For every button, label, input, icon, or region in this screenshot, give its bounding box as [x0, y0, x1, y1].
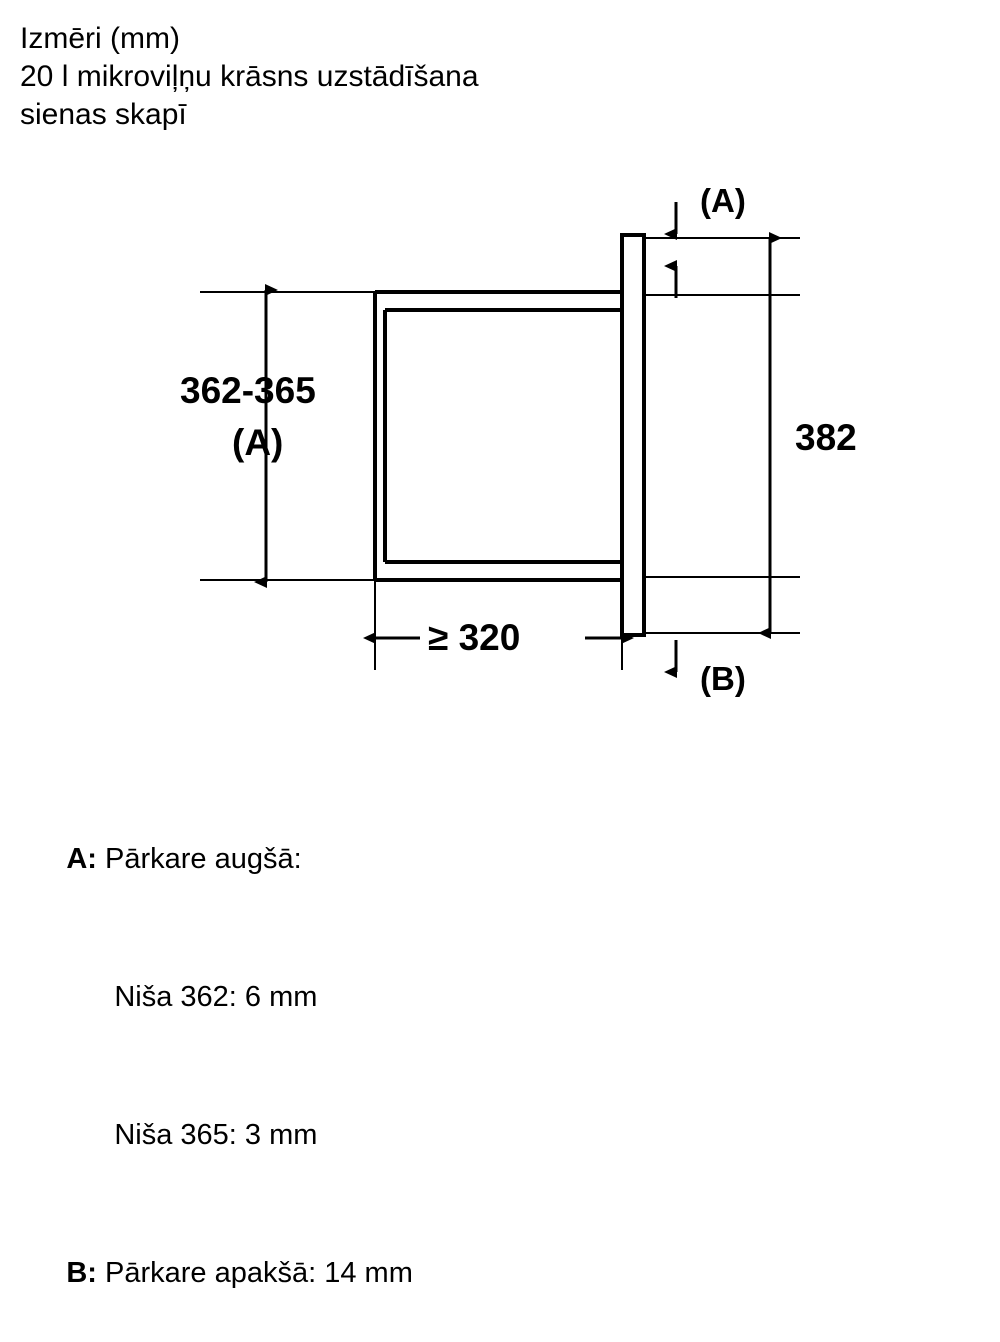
legend-text-a: Pārkare augšā:: [96, 843, 302, 875]
legend-text-a-362: Niša 362: 6 mm: [114, 981, 318, 1013]
legend: [18, 790, 968, 1342]
title-line-2: 20 l mikroviļņu krāsns uzstādīšana: [20, 60, 479, 93]
appliance-niche-diagram: [0, 150, 1000, 750]
dim-362-365-code: (A): [232, 422, 284, 463]
title-line-1: Izmēri (mm): [20, 22, 180, 55]
legend-row-a: [18, 790, 968, 928]
dim-382-label: 382: [795, 417, 857, 458]
legend-key-a: A:: [66, 843, 97, 875]
appliance-front-panel: [622, 235, 644, 635]
legend-key-b: B:: [66, 1257, 97, 1289]
legend-text-a-365: Niša 365: 3 mm: [114, 1119, 318, 1151]
dim-bottom-b-label: (B): [700, 660, 746, 697]
legend-row-a-362: [18, 928, 968, 1066]
niche-height-extension-lines: [200, 292, 375, 580]
dim-362-365-label: 362-365: [180, 370, 316, 411]
dim-top-a-label: (A): [700, 182, 746, 219]
legend-row-b: [18, 1204, 968, 1342]
niche-outline: [375, 292, 622, 580]
diagram-svg: [0, 150, 1000, 750]
dim-320-label: ≥ 320: [428, 617, 521, 658]
legend-row-a-365: [18, 1066, 968, 1204]
page-title: [20, 20, 780, 134]
title-line-3: sienas skapī: [20, 98, 187, 131]
legend-text-b: Pārkare apakšā: 14 mm: [96, 1257, 413, 1289]
top-extension-lines: [644, 238, 800, 633]
